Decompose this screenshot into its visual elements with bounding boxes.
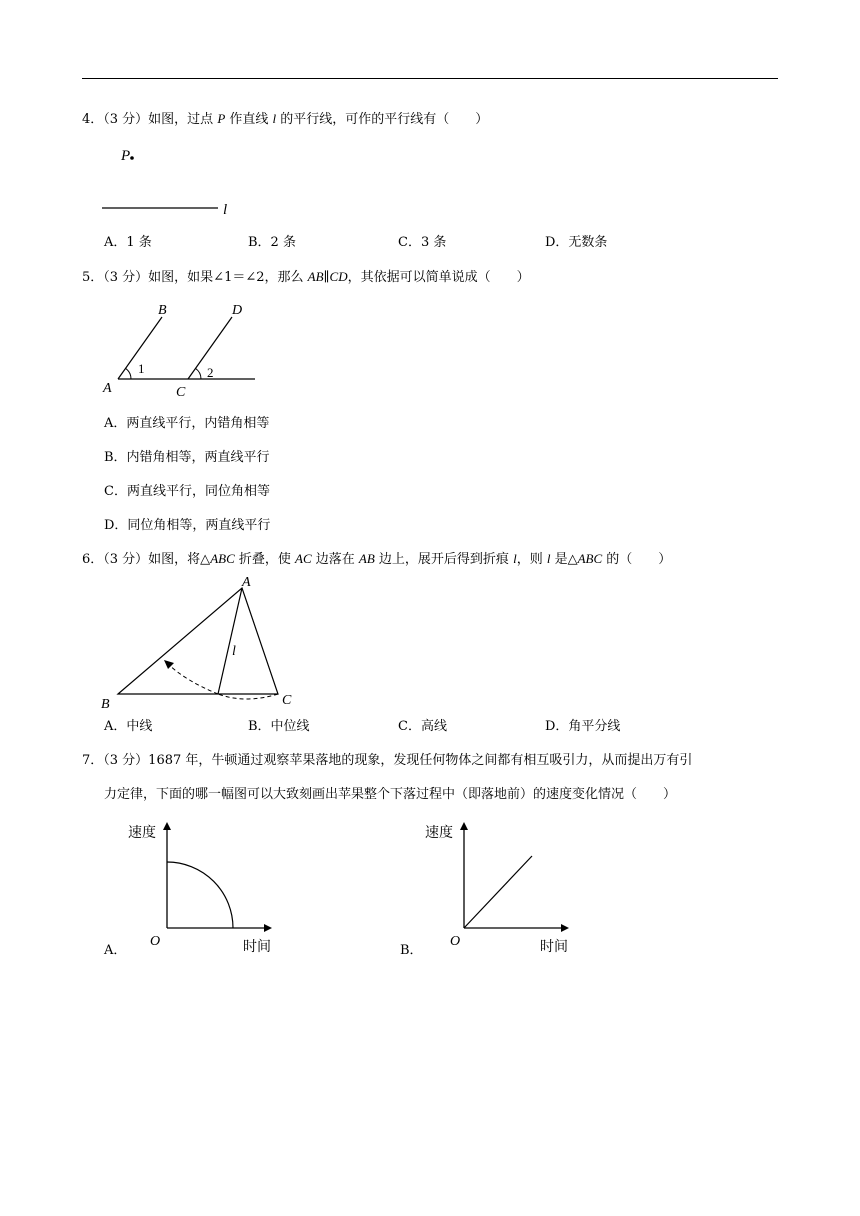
question-4-stem: 4．（3 分）如图，过点 P 作直线 l 的平行线，可作的平行线有（ ） — [82, 111, 489, 127]
label-b: B — [158, 303, 167, 318]
question-6-stem: 6．（3 分）如图，将△ABC 折叠，使 AC 边落在 AB 边上，展开后得到折痕 l，则 l 是△ABC 的（ ） — [82, 551, 672, 567]
x-axis-label: 时间 — [243, 940, 271, 955]
origin-label: O — [450, 934, 461, 949]
label-b: B — [101, 697, 110, 712]
label-l: l — [232, 644, 236, 659]
label-a: A — [103, 381, 112, 396]
y-axis-label: 速度 — [425, 826, 453, 841]
speed-line-b — [464, 856, 532, 928]
q4-option-b[interactable]: B．2 条 — [248, 235, 296, 250]
line-l-label: l — [223, 202, 228, 218]
point-p-label: P — [121, 148, 131, 164]
q4-option-a[interactable]: A．1 条 — [104, 235, 152, 250]
label-c: C — [282, 693, 292, 708]
y-axis-label: 速度 — [128, 826, 156, 841]
q6-option-c[interactable]: C．高线 — [398, 719, 447, 734]
q5-option-b[interactable]: B．内错角相等，两直线平行 — [104, 450, 270, 465]
question-7-stem-line2: 力定律，下面的哪一幅图可以大致刻画出苹果整个下落过程中（即落地前）的速度变化情况（ ） — [104, 787, 677, 802]
q6-option-b[interactable]: B．中位线 — [248, 719, 310, 734]
label-a: A — [242, 575, 251, 590]
q6-option-d[interactable]: D．角平分线 — [545, 719, 621, 734]
label-d: D — [232, 303, 243, 318]
label-angle-1: 1 — [138, 361, 145, 376]
x-axis-label: 时间 — [540, 940, 568, 955]
q4-option-c[interactable]: C．3 条 — [398, 235, 447, 250]
q7-option-a[interactable]: A． — [104, 943, 127, 958]
q7-option-b[interactable]: B． — [400, 943, 423, 958]
label-c: C — [176, 385, 186, 400]
q5-option-c[interactable]: C．两直线平行，同位角相等 — [104, 484, 270, 499]
origin-label: O — [150, 934, 161, 949]
question-7-stem-line1: 7．（3 分）1687 年，牛顿通过观察苹果落地的现象，发现任何物体之间都有相互吸引力，从而提出万有引 — [82, 753, 693, 768]
question-5-stem: 5．（3 分）如图，如果∠1＝∠2，那么 AB∥CD，其依据可以简单说成（ ） — [82, 269, 530, 285]
label-angle-2: 2 — [207, 365, 214, 380]
q4-option-d[interactable]: D．无数条 — [545, 235, 608, 250]
q5-option-a[interactable]: A．两直线平行，内错角相等 — [104, 416, 270, 431]
q6-option-a[interactable]: A．中线 — [104, 719, 153, 734]
q5-option-d[interactable]: D．同位角相等，两直线平行 — [104, 518, 271, 533]
